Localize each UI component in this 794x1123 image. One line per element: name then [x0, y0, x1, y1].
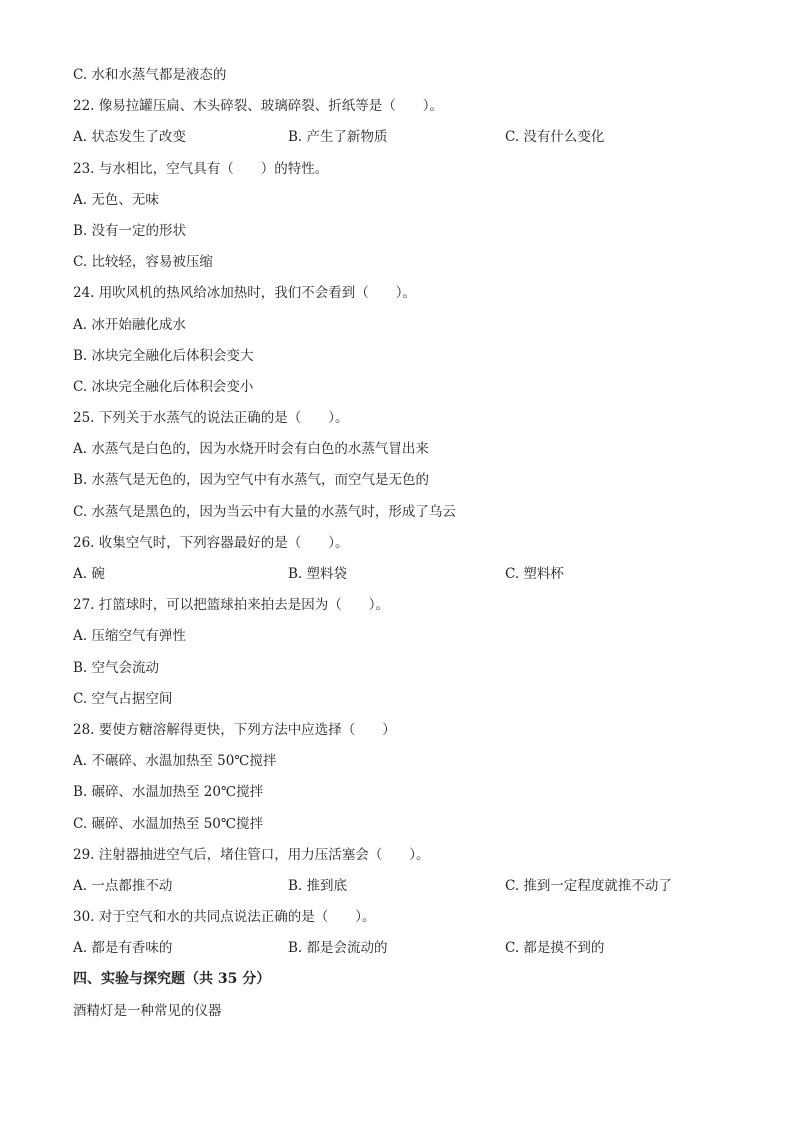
option-text: A. 状态发生了改变: [73, 129, 186, 146]
section-heading: 四、实验与探究题（共 35 分）: [73, 971, 271, 988]
text-line: C. 碾碎、水温加热至 50℃搅拌: [73, 815, 264, 832]
text-line: A. 压缩空气有弹性: [73, 628, 186, 645]
text-line: B. 冰块完全融化后体积会变大: [73, 347, 254, 364]
text-line: B. 碾碎、水温加热至 20℃搅拌: [73, 784, 264, 801]
text-line: C. 空气占据空间: [73, 690, 173, 707]
text-line: 酒精灯是一种常见的仪器: [73, 1002, 222, 1019]
text-line: 26. 收集空气时，下列容器最好的是（ ）。: [73, 534, 349, 551]
question-list: [73, 65, 753, 1032]
option-text: C. 推到一定程度就推不动了: [505, 877, 672, 894]
option-text: B. 塑料袋: [288, 566, 348, 582]
text-line: B. 空气会流动: [73, 659, 160, 676]
text-line: 30. 对于空气和水的共同点说法正确的是（ ）。: [73, 909, 376, 926]
option-text: C. 没有什么变化: [505, 129, 605, 146]
text-line: 28. 要使方糖溶解得更快，下列方法中应选择（ ）: [73, 721, 396, 738]
text-line: 23. 与水相比，空气具有（ ）的特性。: [73, 160, 329, 177]
text-line: B. 没有一定的形状: [73, 222, 187, 239]
text-line: A. 不碾碎、水温加热至 50℃搅拌: [73, 753, 277, 770]
option-row: [73, 127, 753, 158]
option-text: A. 都是有香味的: [73, 940, 173, 957]
option-text: B. 都是会流动的: [288, 940, 388, 957]
option-text: B. 推到底: [288, 877, 348, 894]
option-text: C. 都是摸不到的: [505, 940, 605, 957]
option-row: [73, 938, 753, 969]
text-line: C. 水和水蒸气都是液态的: [73, 67, 227, 83]
option-row: [73, 564, 753, 595]
text-line: A. 无色、无味: [73, 191, 159, 208]
text-line: A. 水蒸气是白色的，因为水烧开时会有白色的水蒸气冒出来: [73, 441, 429, 458]
text-line: C. 比较轻，容易被压缩: [73, 254, 213, 271]
text-line: A. 冰开始融化成水: [73, 316, 186, 333]
text-line: 29. 注射器抽进空气后，堵住管口，用力压活塞会（ ）。: [73, 846, 430, 863]
text-line: 24. 用吹风机的热风给冰加热时，我们不会看到（ ）。: [73, 285, 417, 302]
text-line: C. 水蒸气是黑色的，因为当云中有大量的水蒸气时，形成了乌云: [73, 503, 456, 520]
option-row: [73, 876, 753, 907]
option-text: A. 碗: [73, 566, 105, 582]
text-line: 25. 下列关于水蒸气的说法正确的是（ ）。: [73, 410, 349, 427]
option-text: C. 塑料杯: [505, 566, 564, 582]
text-line: 22. 像易拉罐压扁、木头碎裂、玻璃碎裂、折纸等是（ ）。: [73, 98, 444, 115]
text-line: 27. 打篮球时，可以把篮球拍来拍去是因为（ ）。: [73, 597, 390, 614]
option-text: A. 一点都推不动: [73, 877, 173, 894]
option-text: B. 产生了新物质: [288, 129, 388, 146]
text-line: B. 水蒸气是无色的，因为空气中有水蒸气，而空气是无色的: [73, 472, 430, 489]
text-line: C. 冰块完全融化后体积会变小: [73, 378, 254, 395]
